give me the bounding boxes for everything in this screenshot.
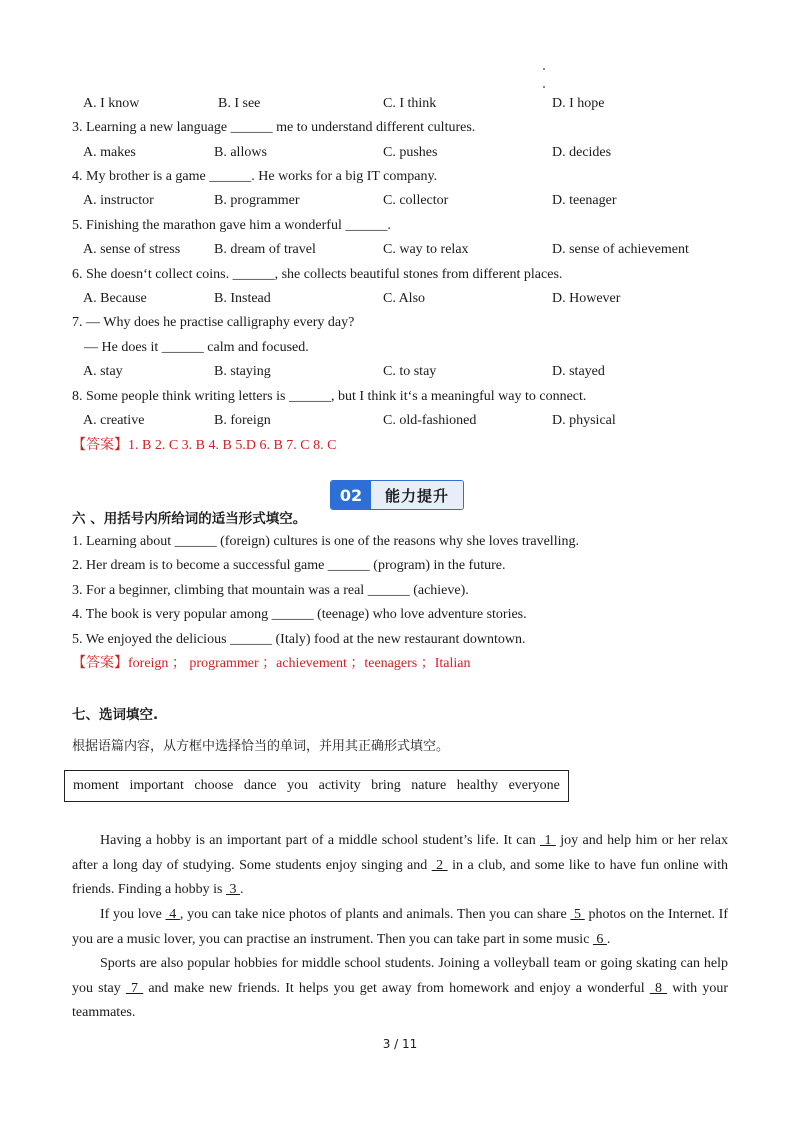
passage-text: and make new friends. It helps you get away from homework and enjoy a wonderful <box>143 980 650 996</box>
word-box <box>64 770 569 802</box>
passage-paragraph <box>72 903 728 952</box>
passage-text: with your teammates. <box>72 980 729 1020</box>
option-b: B. foreign <box>214 413 271 428</box>
word-option: dance <box>243 778 277 793</box>
exercise-item: 3. For a beginner, climbing that mountain was a real ______ (achieve). <box>72 583 469 598</box>
option-d: D. physical <box>552 413 616 428</box>
blank-6: 6 <box>592 931 607 947</box>
passage-paragraph <box>72 952 728 1026</box>
option-b: B. programmer <box>214 193 300 208</box>
blank-5: 5 <box>570 907 585 922</box>
option-a: A. instructor <box>83 193 154 208</box>
passage-text: in a club, and some like to have fun online with friends. Finding a hobby is <box>72 857 729 897</box>
option-a: A. makes <box>83 145 136 160</box>
option-c: C. to stay <box>383 364 437 379</box>
section-heading: 六 、用括号内所给词的适当形式填空。 <box>72 511 307 527</box>
question-text: 3. Learning a new language ______ me to understand different cultures. <box>72 120 476 135</box>
option-a: A. Because <box>83 291 147 306</box>
instruction-text: 根据语篇内容，从方框中选择恰当的单词，并用其正确形式填空。 <box>72 739 450 754</box>
scan-dot <box>543 86 545 88</box>
word-option: important <box>129 778 184 793</box>
section-heading: 七、选词填空. <box>72 707 159 723</box>
option-b: B. Instead <box>214 291 271 306</box>
exercise-item: 4. The book is very popular among ______ (teenage) who love adventure stories. <box>72 607 527 622</box>
option-d: D. teenager <box>552 193 617 208</box>
word-option: everyone <box>508 778 560 793</box>
badge-title: 能力提升 <box>371 481 463 509</box>
question-text-reply: — He does it ______ calm and focused. <box>84 340 309 355</box>
option-d: D. I hope <box>552 96 605 111</box>
option-b: B. dream of travel <box>214 242 316 257</box>
blank-1: 1 <box>540 833 556 848</box>
word-option: activity <box>318 778 361 793</box>
passage-paragraph <box>72 829 728 903</box>
question-text: 8. Some people think writing letters is ______, but I think it‘s a meaningful way to connect. <box>72 389 587 404</box>
word-option: choose <box>194 778 234 793</box>
exercise-item: 5. We enjoyed the delicious ______ (Italy) food at the new restaurant downtown. <box>72 632 526 647</box>
question-text: 5. Finishing the marathon gave him a wonderful ______. <box>72 218 391 233</box>
passage-text: Sports are also popular hobbies for middle school students. Joining a volleyball team or going skating can help you stay <box>72 956 728 996</box>
passage-text: . <box>240 882 244 897</box>
section-badge <box>330 480 464 510</box>
exercise-item: 1. Learning about ______ (foreign) cultures is one of the reasons why she loves travelling. <box>72 534 579 549</box>
option-b: B. I see <box>218 96 261 111</box>
word-option: nature <box>411 778 447 793</box>
page-number: 3 / 11 <box>382 1037 418 1051</box>
option-c: C. I think <box>383 96 437 111</box>
passage-text: Having a hobby is an important part of a middle school student’s life. It can <box>100 833 541 848</box>
word-option: bring <box>371 778 401 793</box>
option-d: D. sense of achievement <box>552 242 689 257</box>
option-c: C. pushes <box>383 145 438 160</box>
option-c: C. old-fashioned <box>383 413 477 428</box>
passage-text: , you can take nice photos of plants and animals. Then you can share <box>179 907 571 922</box>
word-option: healthy <box>456 778 499 793</box>
question-text: 4. My brother is a game ______. He works for a big IT company. <box>72 169 438 184</box>
passage-text: photos on the Internet. If you are a music lover, you can practise an instrument. Then you can take part in some music <box>72 907 729 947</box>
blank-2: 2 <box>431 857 448 873</box>
option-c: C. Also <box>383 291 426 306</box>
option-a: A. creative <box>83 413 145 428</box>
passage-text: joy and help him or her relax after a long day of studying. Some students enjoy singing and <box>72 833 728 873</box>
badge-number: 02 <box>331 481 371 509</box>
option-a: A. stay <box>83 364 123 379</box>
passage-text: If you love <box>100 907 166 922</box>
blank-8: 8 <box>649 980 668 996</box>
option-d: D. However <box>552 291 621 306</box>
option-a: A. sense of stress <box>83 242 181 257</box>
question-text: 7. — Why does he practise calligraphy every day? <box>72 315 355 330</box>
option-c: C. collector <box>383 193 449 208</box>
question-text: 6. She doesn‘t collect coins. ______, she collects beautiful stones from different places. <box>72 267 563 282</box>
exercise-item: 2. Her dream is to become a successful game ______ (program) in the future. <box>72 558 506 573</box>
option-d: D. stayed <box>552 364 605 379</box>
blank-3: 3 <box>226 882 240 897</box>
passage-text: . <box>606 931 611 947</box>
blank-4: 4 <box>165 907 180 922</box>
option-b: B. allows <box>214 145 267 160</box>
word-option: you <box>287 778 309 793</box>
option-d: D. decides <box>552 145 612 160</box>
option-c: C. way to relax <box>383 242 469 257</box>
word-option: moment <box>73 778 119 793</box>
blank-7: 7 <box>125 980 144 996</box>
answer-key: 【答案】1. B 2. C 3. B 4. B 5.D 6. B 7. C 8. C <box>72 438 337 453</box>
option-b: B. staying <box>214 364 271 379</box>
answer-key: 【答案】foreign ； programmer ；achievement ；teenagers ；Italian <box>72 656 471 671</box>
scan-dot <box>543 68 545 70</box>
option-a: A. I know <box>83 96 140 111</box>
